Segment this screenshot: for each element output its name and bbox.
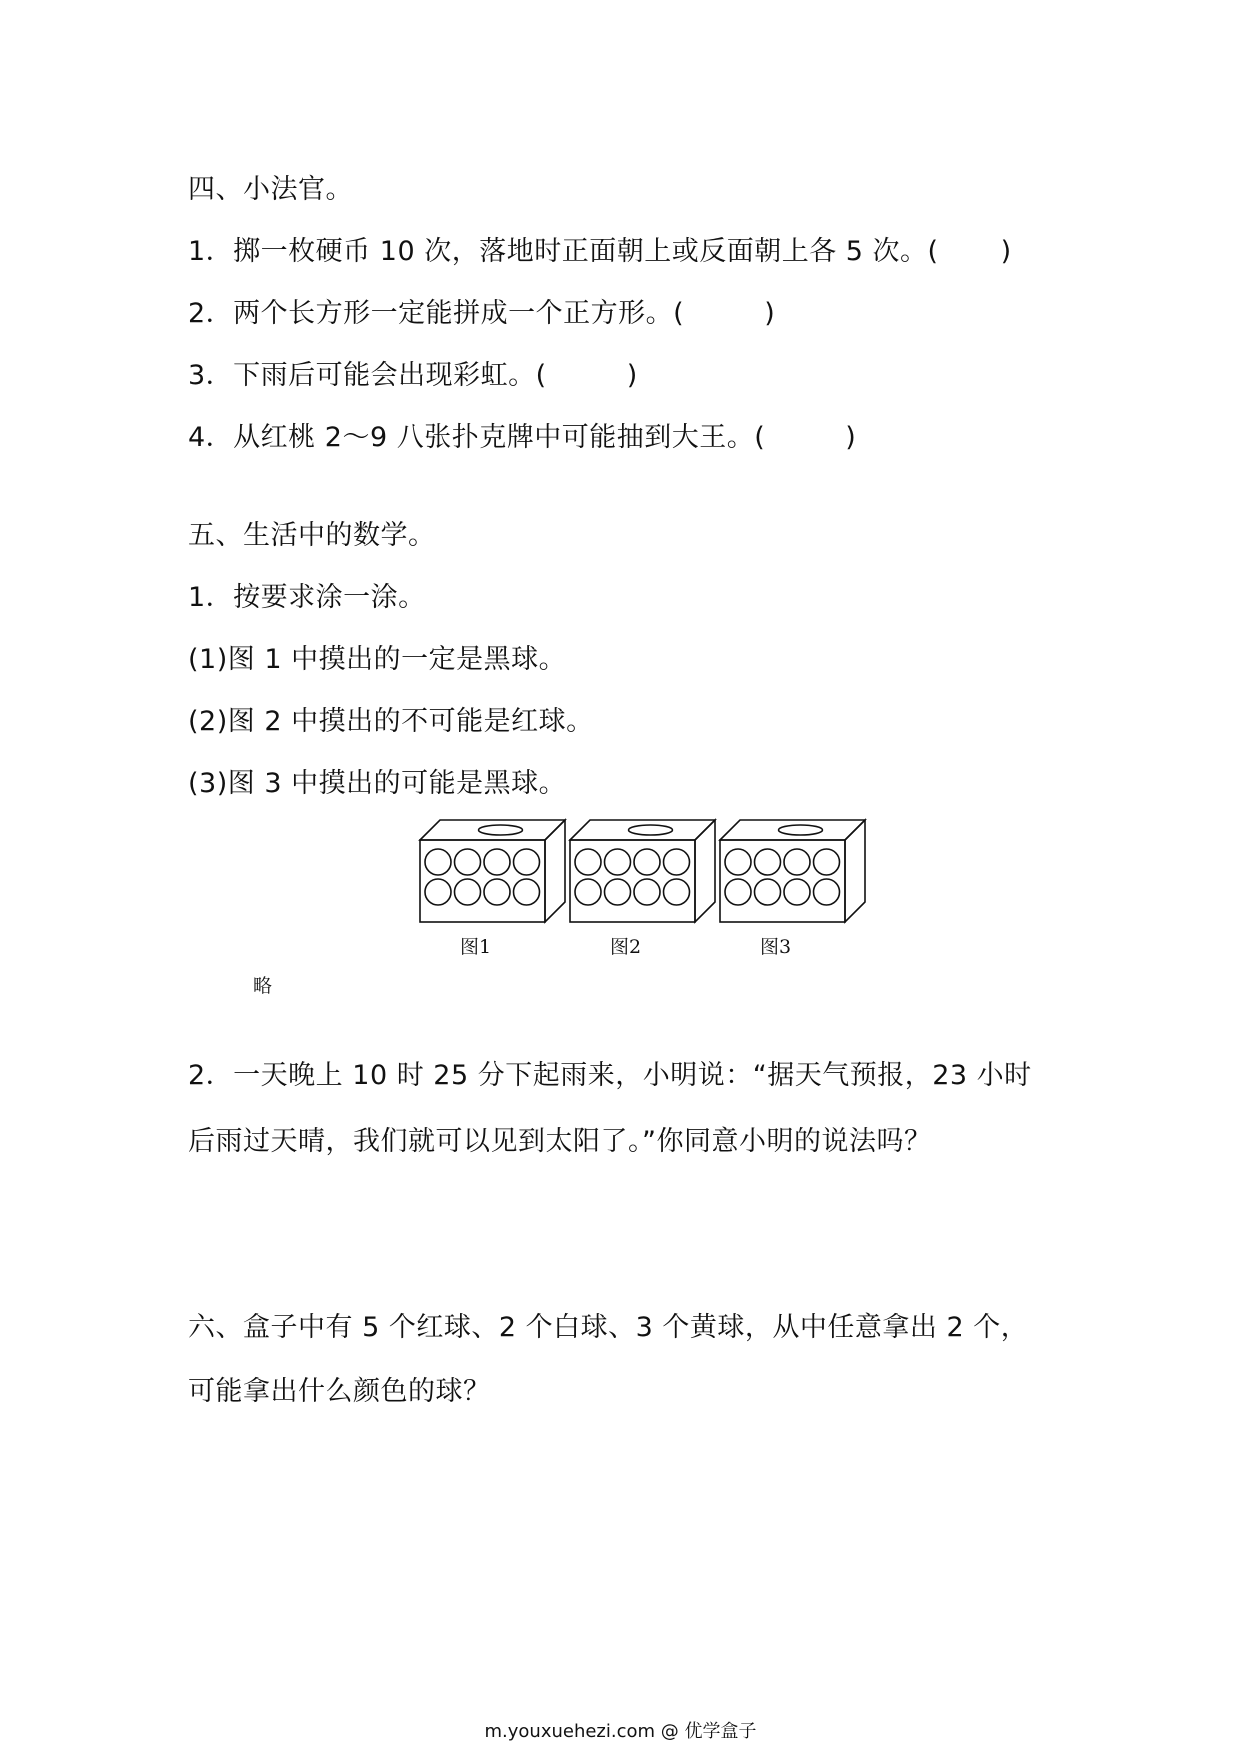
judge-item-2-text: 2．两个长方形一定能拼成一个正方形。(	[188, 298, 685, 329]
q1-title: 1．按要求涂一涂。	[188, 582, 426, 613]
box-opening	[479, 825, 523, 835]
q2-line-2: 后雨过天晴，我们就可以见到太阳了。”你同意小明的说法吗？	[188, 1126, 932, 1157]
ball-circle	[755, 849, 781, 875]
ball-circle	[605, 849, 631, 875]
ball-circle	[664, 849, 690, 875]
judge-item-3-close: )	[626, 360, 638, 391]
judge-item-1-close: )	[1000, 236, 1012, 267]
ball-circle	[514, 879, 540, 905]
footer-watermark: m.youxuehezi.com @ 优学盒子	[484, 1721, 757, 1742]
box-opening	[629, 825, 673, 835]
box-top-face	[720, 820, 865, 840]
judge-item-1	[188, 234, 1012, 270]
ball-circle	[784, 879, 810, 905]
judge-item-4-close: )	[845, 422, 857, 453]
q1-part-1: (1)图 1 中摸出的一定是黑球。	[188, 644, 567, 675]
section-6-line-2: 可能拿出什么颜色的球？	[188, 1376, 491, 1407]
box-opening	[779, 825, 823, 835]
judge-item-2	[188, 296, 775, 332]
ball-circle	[425, 849, 451, 875]
ball-circle	[725, 879, 751, 905]
figure-label-2: 图2	[610, 936, 642, 958]
ball-circle	[455, 849, 481, 875]
box-front-face	[570, 840, 695, 922]
ball-circle	[664, 879, 690, 905]
judge-item-3	[188, 358, 638, 394]
ball-box-3	[720, 820, 865, 922]
figure-label-3: 图3	[760, 936, 792, 958]
ball-circle	[725, 849, 751, 875]
q2-line-1: 2．一天晚上 10 时 25 分下起雨来，小明说：“据天气预报，23 小时	[188, 1060, 1032, 1091]
figure-label-1: 图1	[460, 936, 492, 958]
box-top-face	[420, 820, 565, 840]
ball-circle	[784, 849, 810, 875]
ball-circle	[455, 879, 481, 905]
box-right-face	[845, 820, 865, 922]
judge-item-1-text: 1．掷一枚硬币 10 次，落地时正面朝上或反面朝上各 5 次。(	[188, 236, 939, 267]
ball-boxes-drawing	[418, 818, 868, 938]
box-right-face	[545, 820, 565, 922]
section-4-heading: 四、小法官。	[188, 174, 353, 205]
ball-circle	[575, 849, 601, 875]
ball-circle	[814, 879, 840, 905]
q1-part-2: (2)图 2 中摸出的不可能是红球。	[188, 706, 594, 737]
box-front-face	[720, 840, 845, 922]
judge-item-2-close: )	[764, 298, 776, 329]
ball-circle	[605, 879, 631, 905]
q1-answer: 略	[253, 975, 273, 997]
box-right-face	[695, 820, 715, 922]
ball-circle	[484, 879, 510, 905]
section-6-line-1: 六、盒子中有 5 个红球、2 个白球、3 个黄球，从中任意拿出 2 个，	[188, 1312, 1029, 1343]
judge-item-4	[188, 420, 856, 456]
ball-circle	[755, 879, 781, 905]
section-5-heading: 五、生活中的数学。	[188, 520, 436, 551]
ball-circle	[484, 849, 510, 875]
q1-part-3: (3)图 3 中摸出的可能是黑球。	[188, 768, 567, 799]
judge-item-3-text: 3．下雨后可能会出现彩虹。(	[188, 360, 547, 391]
ball-circle	[814, 849, 840, 875]
ball-circle	[425, 879, 451, 905]
judge-item-4-text: 4．从红桃 2～9 八张扑克牌中可能抽到大王。(	[188, 422, 766, 453]
ball-boxes-figure	[418, 818, 868, 958]
box-front-face	[420, 840, 545, 922]
box-top-face	[570, 820, 715, 840]
ball-circle	[514, 849, 540, 875]
ball-box-2	[570, 820, 715, 922]
ball-circle	[634, 849, 660, 875]
ball-circle	[634, 879, 660, 905]
ball-box-1	[420, 820, 565, 922]
ball-circle	[575, 879, 601, 905]
